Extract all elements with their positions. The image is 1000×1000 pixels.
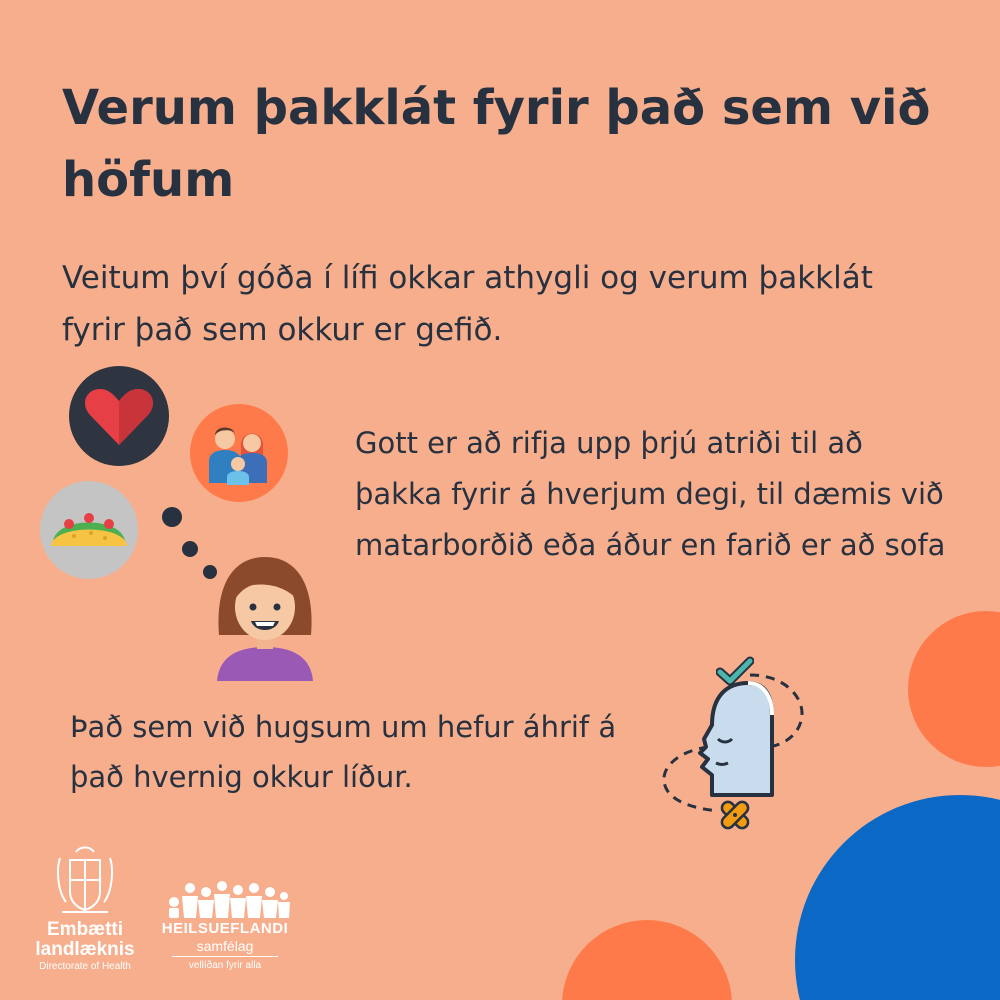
- heilsueflandi-logo: [160, 878, 290, 978]
- decorative-orange-circle-right: [908, 611, 1000, 767]
- family-icon: [189, 403, 289, 503]
- checkmark-icon: [716, 656, 754, 686]
- heilsueflandi-line1: HEILSUEFLANDI: [161, 920, 289, 937]
- embaetti-line2: landlæknis: [35, 939, 135, 960]
- coat-of-arms-icon: [30, 840, 140, 920]
- tip-text: Gott er að rifja upp þrjú atriði til að þakka fyrir á hverjum degi, til dæmis við matarborðið eða áður en farið er að sofa: [355, 426, 946, 562]
- embaetti-line3: Directorate of Health: [39, 961, 131, 972]
- decorative-blue-circle: [795, 795, 1000, 1000]
- heilsueflandi-divider: [172, 956, 278, 957]
- embaetti-line1: Embætti: [47, 919, 123, 940]
- heilsueflandi-line2: samfélag: [196, 938, 254, 954]
- woman-icon: [215, 555, 315, 681]
- decorative-orange-circle-bottom: [562, 920, 732, 1000]
- thought-dot-large: [162, 507, 182, 527]
- embaetti-landlaeknis-logo: [30, 840, 140, 980]
- people-group-icon: [160, 878, 290, 920]
- heart-icon: [68, 365, 170, 467]
- thought-dot-medium: [182, 541, 198, 557]
- page-title: Verum þakklát fyrir það sem við höfum: [62, 80, 931, 208]
- bandage-icon: [715, 795, 755, 835]
- heilsueflandi-line3: vellíðan fyrir alla: [188, 960, 262, 971]
- intro-text: Veitum því góða í lífi okkar athygli og verum þakklát fyrir það sem okkur er gefið.: [62, 260, 873, 348]
- closing-text: Það sem við hugsum um hefur áhrif á það hvernig okkur líður.: [70, 710, 617, 794]
- taco-icon: [39, 480, 139, 580]
